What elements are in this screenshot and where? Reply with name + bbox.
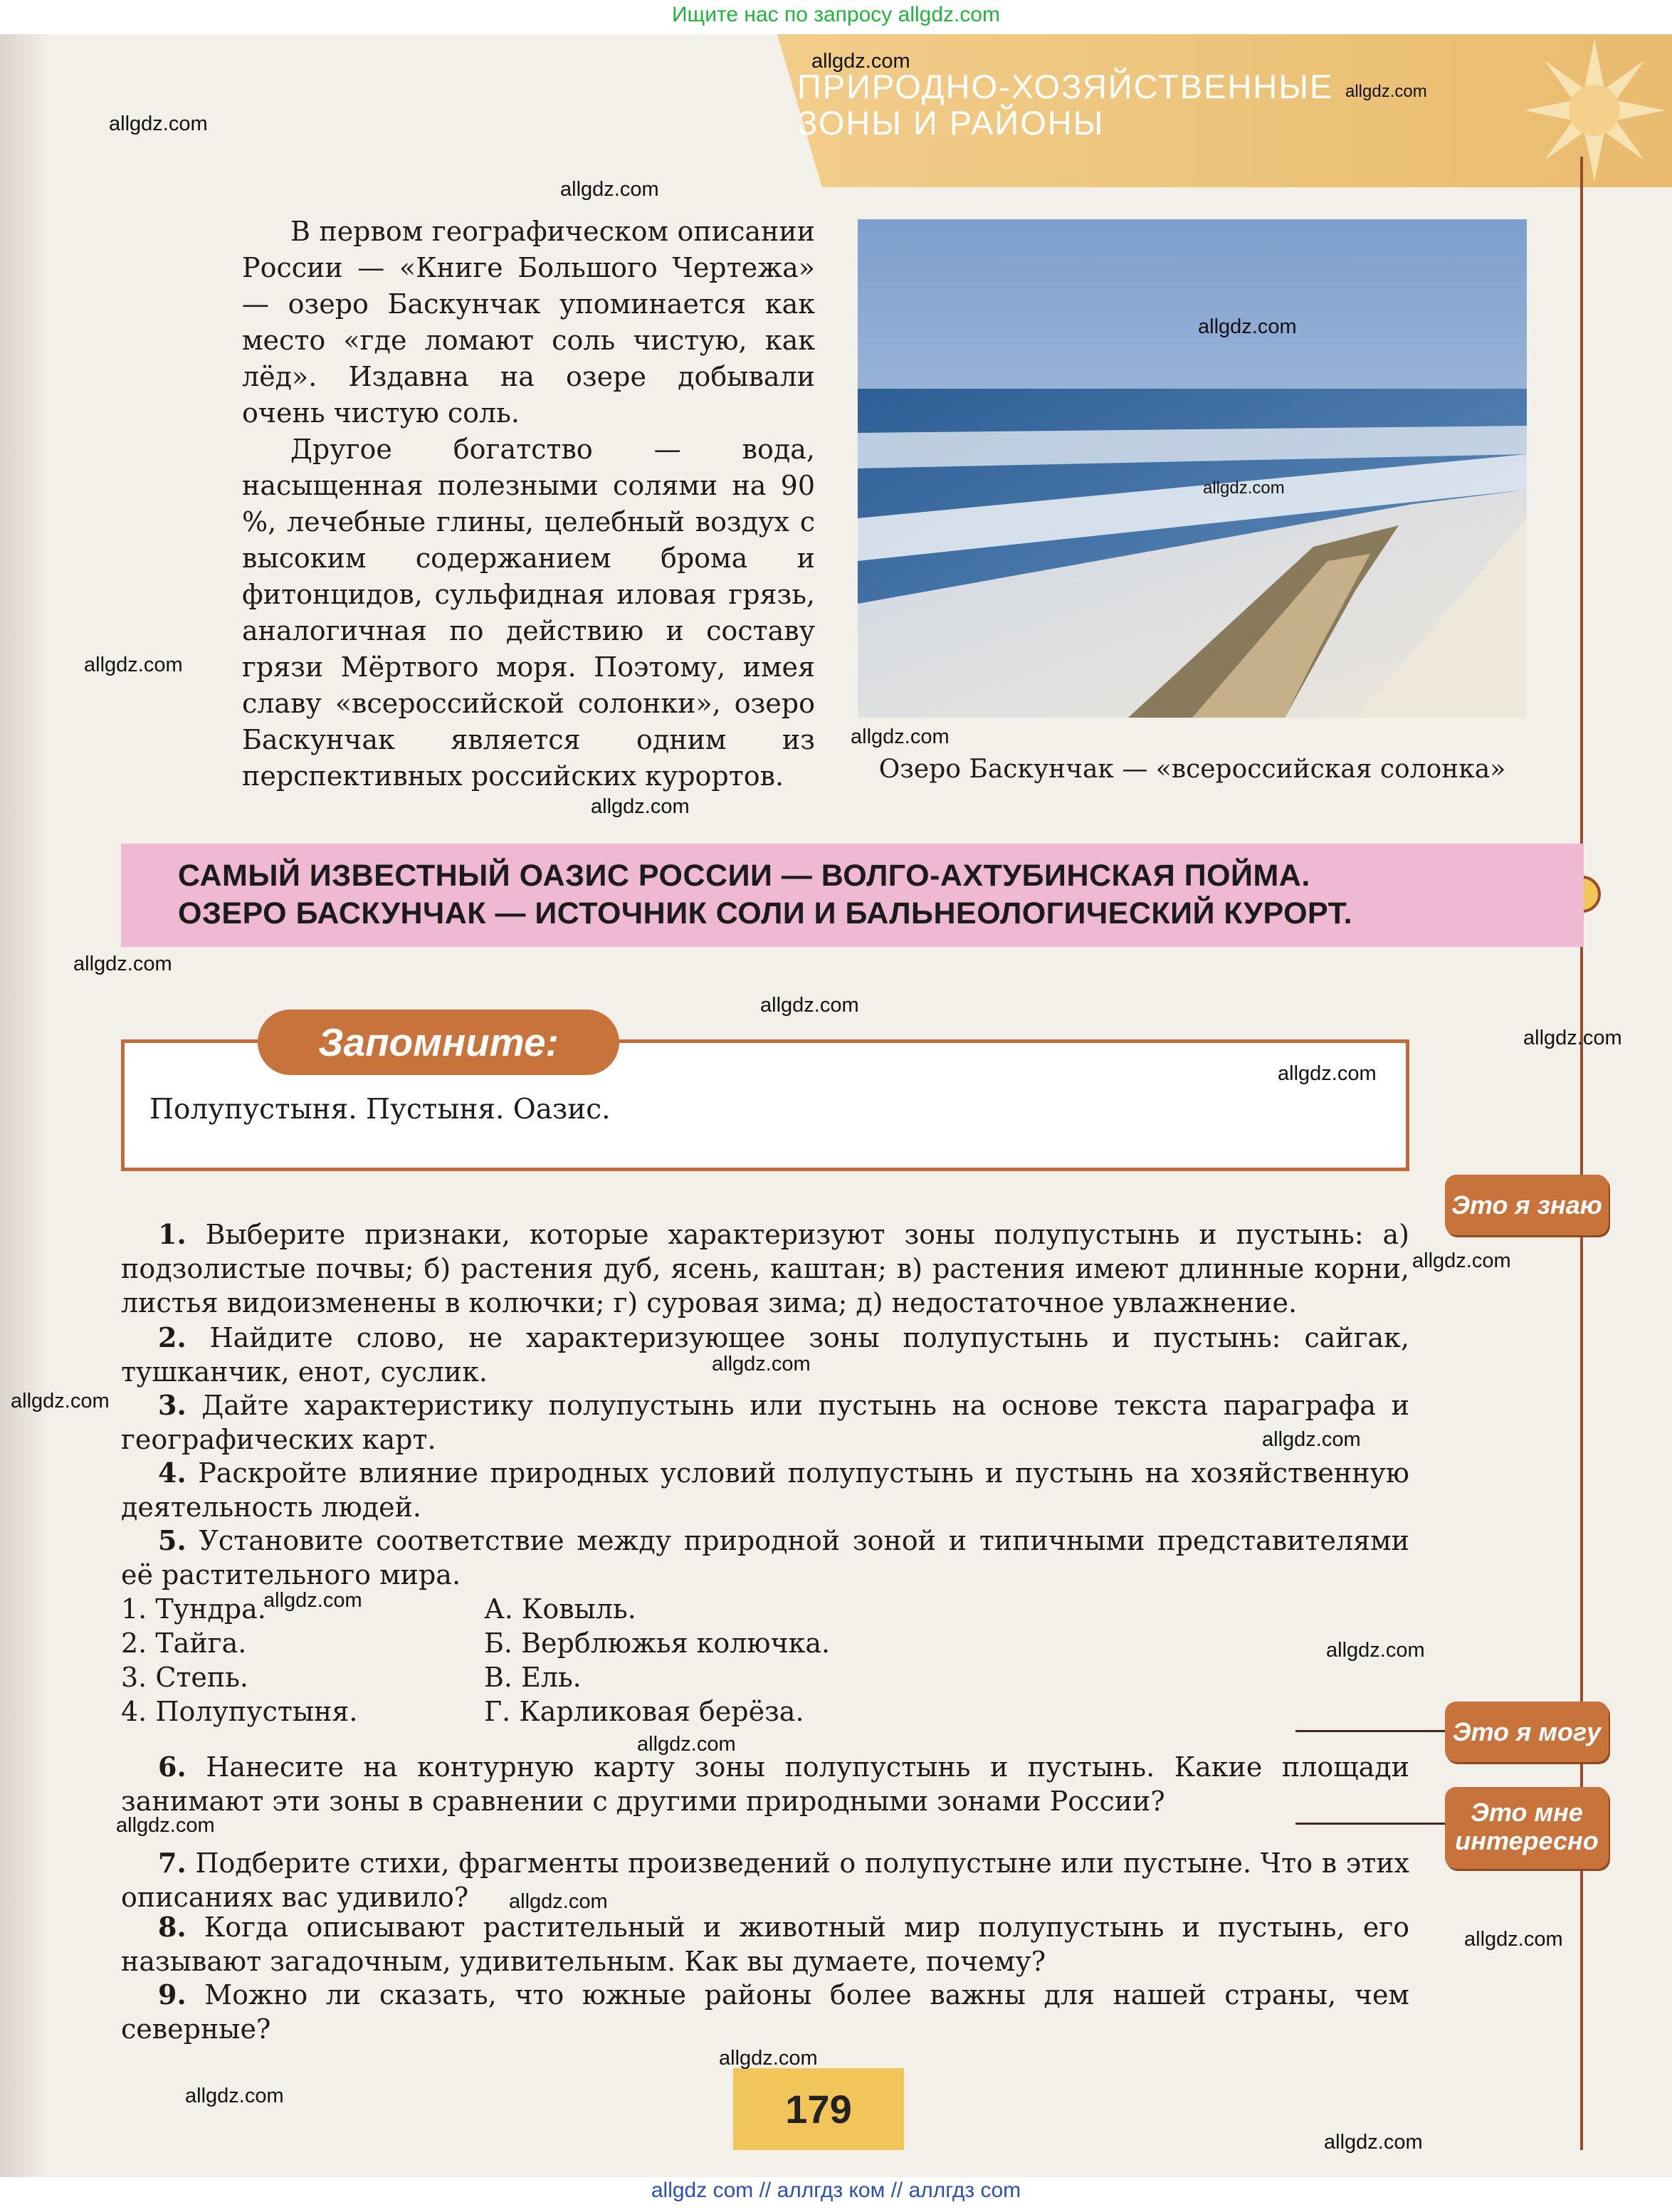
plant-item: Г. Карликовая берёза. xyxy=(484,1696,804,1727)
watermark[interactable]: allgdz.com xyxy=(1262,1428,1361,1451)
question-1-number: 1. xyxy=(158,1218,186,1250)
question-2-number: 2. xyxy=(158,1321,186,1353)
question-6-number: 6. xyxy=(158,1751,186,1783)
watermark[interactable]: allgdz.com xyxy=(109,112,208,135)
watermark[interactable]: allgdz.com xyxy=(1345,82,1427,101)
tab-can[interactable]: Это я могу xyxy=(1445,1702,1609,1762)
bottom-note[interactable]: allgdz com // аллгдз ком // аллгдз com xyxy=(651,2179,1021,2202)
watermark[interactable]: allgdz.com xyxy=(811,50,910,73)
header-line-1: ПРИРОДНО-ХОЗЯЙСТВЕННЫЕ xyxy=(797,68,1334,105)
section-header-title xyxy=(797,68,1333,141)
page-spine-shadow xyxy=(0,34,50,2177)
question-4 xyxy=(121,1456,1409,1524)
zone-item: 2. Тайга. xyxy=(121,1627,247,1659)
watermark[interactable]: allgdz.com xyxy=(116,1814,215,1837)
key-statement-line-2: ОЗЕРО БАСКУНЧАК — ИСТОЧНИК СОЛИ И БАЛЬНЕОЛОГИЧЕСКИЙ КУРОРТ. xyxy=(178,896,1353,931)
watermark[interactable]: allgdz.com xyxy=(1278,1062,1377,1085)
tab-interesting-line1: Это мне xyxy=(1471,1798,1583,1827)
watermark[interactable]: allgdz.com xyxy=(760,994,859,1017)
remember-badge: Запомните: xyxy=(258,1010,619,1075)
question-3 xyxy=(121,1388,1409,1457)
watermark[interactable]: allgdz.com xyxy=(712,1353,811,1375)
watermark[interactable]: allgdz.com xyxy=(84,654,183,676)
question-5-text: Установите соответствие между природной зоной и типичными представителями её растительного мира. xyxy=(121,1525,1409,1590)
watermark[interactable]: allgdz.com xyxy=(73,953,172,975)
watermark[interactable]: allgdz.com xyxy=(1198,315,1297,338)
page-number: 179 xyxy=(785,2087,852,2132)
watermark[interactable]: allgdz.com xyxy=(263,1589,362,1612)
tab-interesting-line xyxy=(1295,1823,1448,1825)
question-1-text: Выберите признаки, которые характеризуют зоны полупустынь и пустынь: а) подзолистые почвы; б) растения дуб, ясень, каштан; в) растения имеют длинные корни, листья видоизменены в колючки; г) суровая зима; д) недостаточное увлажнение. xyxy=(121,1219,1409,1319)
question-7 xyxy=(121,1846,1409,1914)
plant-item: А. Ковыль. xyxy=(484,1593,636,1625)
question-6-text: Нанесите на контурную карту зоны полупустынь и пустынь. Какие площади занимают эти зоны в сравнении с другими природными зонами России? xyxy=(121,1751,1409,1817)
watermark[interactable]: allgdz.com xyxy=(1203,478,1285,498)
header-line-2: ЗОНЫ И РАЙОНЫ xyxy=(797,104,1105,142)
question-5-number: 5. xyxy=(158,1524,186,1556)
watermark[interactable]: allgdz.com xyxy=(1326,1639,1425,1662)
watermark[interactable]: allgdz.com xyxy=(509,1890,608,1913)
tab-interesting[interactable] xyxy=(1445,1787,1609,1869)
watermark[interactable]: allgdz.com xyxy=(637,1733,736,1756)
question-8-text: Когда описывают растительный и животный мир полупустынь и пустынь, его называют загадочным, удивительным. Как вы думаете, почему? xyxy=(121,1912,1409,1977)
question-3-number: 3. xyxy=(158,1389,186,1421)
watermark[interactable]: allgdz.com xyxy=(1412,1249,1511,1272)
question-5 xyxy=(121,1524,1409,1592)
remember-terms: Полупустыня. Пустыня. Оазис. xyxy=(149,1094,611,1126)
tab-know[interactable]: Это я знаю xyxy=(1445,1175,1609,1235)
tab-can-line xyxy=(1295,1730,1448,1732)
zone-item: 3. Степь. xyxy=(121,1662,249,1693)
watermark[interactable]: allgdz.com xyxy=(851,725,950,748)
watermark[interactable]: allgdz.com xyxy=(185,2085,284,2107)
zone-item: 1. Тундра. xyxy=(121,1593,266,1625)
question-6 xyxy=(121,1750,1409,1818)
question-1 xyxy=(121,1217,1409,1320)
question-9-text: Можно ли сказать, что южные районы более важны для нашей страны, чем северные? xyxy=(121,1979,1409,2045)
tab-interesting-line2: интересно xyxy=(1455,1826,1599,1855)
watermark[interactable]: allgdz.com xyxy=(11,1390,110,1412)
question-7-text: Подберите стихи, фрагменты произведений о полупустыне или пустыне. Что в этих описаниях вас удивило? xyxy=(121,1847,1409,1913)
intro-text xyxy=(242,214,815,795)
watermark[interactable]: allgdz.com xyxy=(560,178,659,201)
sun-icon xyxy=(1523,39,1666,182)
question-3-text: Дайте характеристику полупустынь или пустынь на основе текста параграфа и географических карт. xyxy=(121,1390,1409,1455)
watermark[interactable]: allgdz.com xyxy=(1324,2131,1423,2154)
lake-baskunchak-photo xyxy=(858,219,1527,718)
question-8-number: 8. xyxy=(158,1911,186,1943)
watermark[interactable]: allgdz.com xyxy=(1464,1928,1563,1951)
question-4-number: 4. xyxy=(158,1457,186,1489)
watermark[interactable]: allgdz.com xyxy=(1523,1027,1622,1049)
intro-paragraph-2: Другое богатство — вода, насыщенная полезными солями на 90 %, лечебные глины, целебный воздух с высоким содержанием брома и фитонцидов, сульфидная иловая грязь, аналогичная по действию и составу грязи Мёртвого моря. Поэтому, имея славу «всероссийской солонки», озеро Баскунчак является одним из перспективных российских курортов. xyxy=(242,434,815,792)
question-4-text: Раскройте влияние природных условий полупустынь и пустынь на хозяйственную деятельность людей. xyxy=(121,1457,1409,1523)
top-note[interactable]: Ищите нас по запросу allgdz.com xyxy=(671,3,1001,26)
watermark[interactable]: allgdz.com xyxy=(591,795,690,818)
intro-paragraph-1: В первом географическом описании России — «Книге Большого Чертежа» — озеро Баскунчак упоминается как место «где ломают соль чистую, как лёд». Издавна на озере добывали очень чистую соль. xyxy=(242,216,815,429)
question-8 xyxy=(121,1910,1409,1978)
key-statement xyxy=(121,844,1584,947)
question-2-text: Найдите слово, не характеризующее зоны полупустынь и пустынь: сайгак, тушканчик, енот, суслик. xyxy=(121,1322,1409,1388)
plant-item: В. Ель. xyxy=(484,1662,582,1693)
question-9 xyxy=(121,1978,1409,2046)
plant-item: Б. Верблюжья колючка. xyxy=(484,1627,831,1659)
question-9-number: 9. xyxy=(158,1978,186,2011)
photo-caption: Озеро Баскунчак — «всероссийская солонка» xyxy=(878,755,1506,784)
key-statement-line-1: САМЫЙ ИЗВЕСТНЫЙ ОАЗИС РОССИИ — ВОЛГО-АХТУБИНСКАЯ ПОЙМА. xyxy=(178,859,1310,893)
question-7-number: 7. xyxy=(158,1847,186,1879)
zone-item: 4. Полупустыня. xyxy=(121,1696,358,1727)
watermark[interactable]: allgdz.com xyxy=(719,2047,818,2070)
